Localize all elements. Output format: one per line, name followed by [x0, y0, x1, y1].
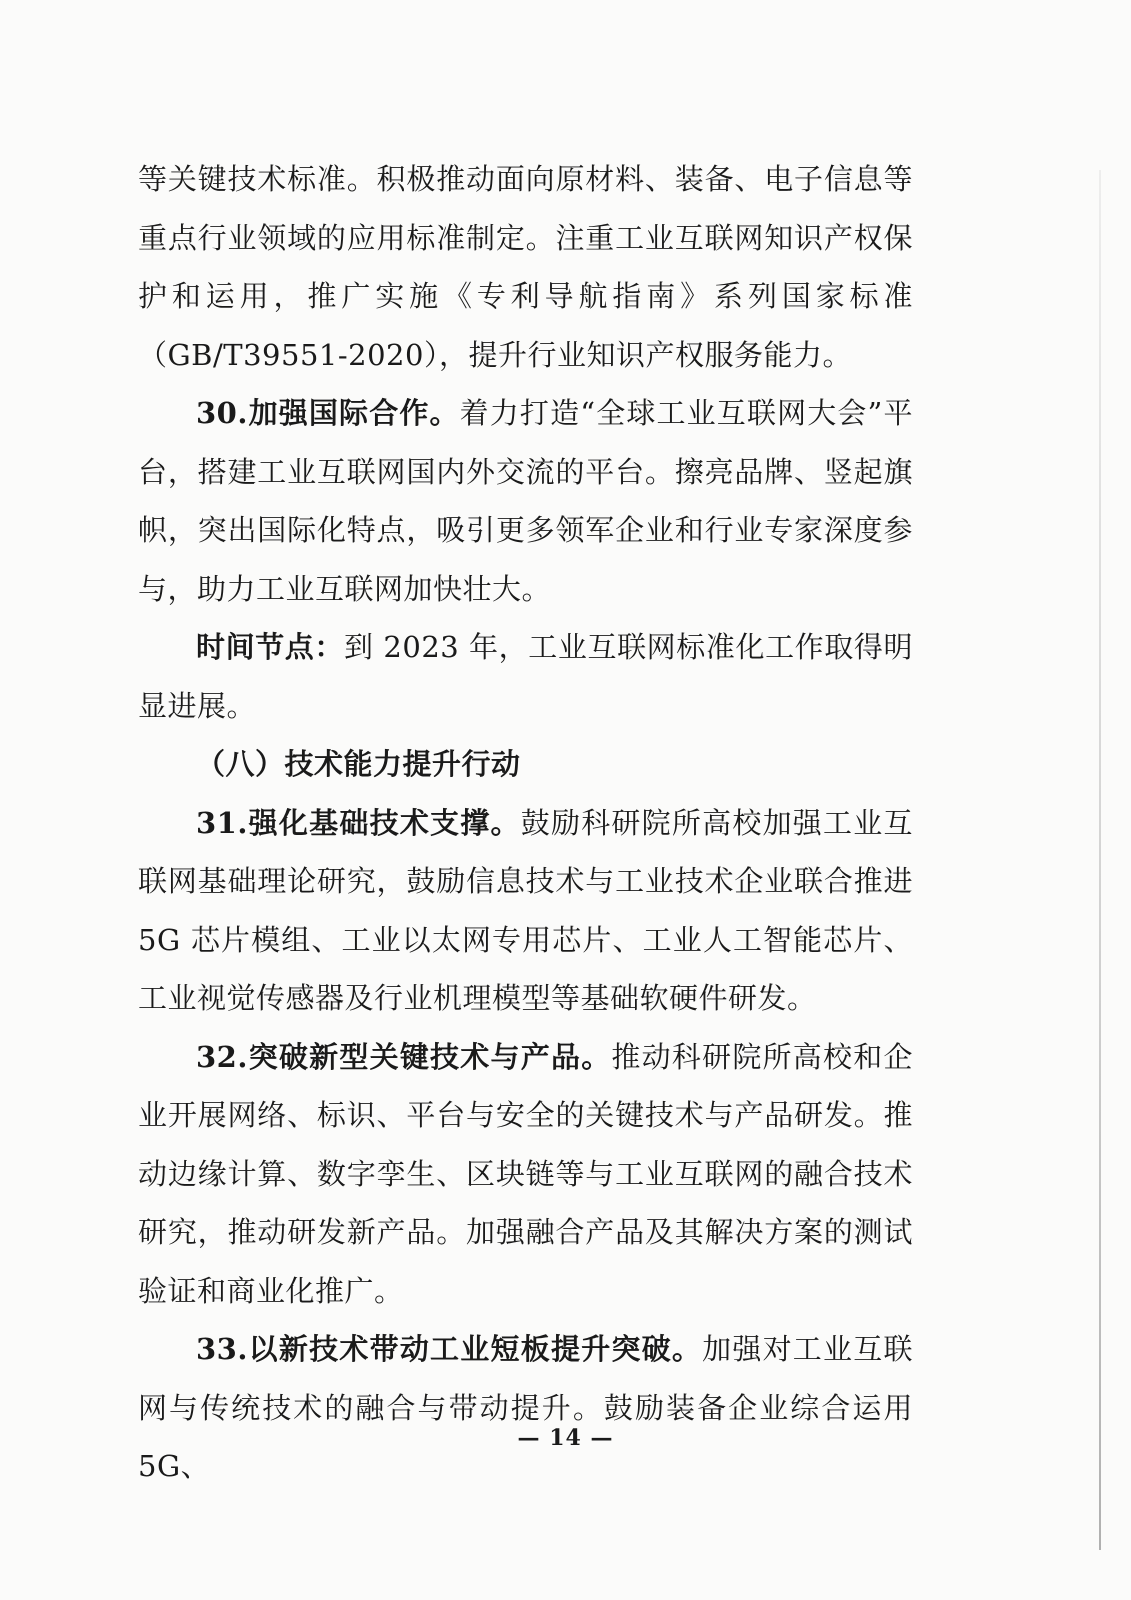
paragraph-text: 鼓励科研院所高校加强工业互联网基础理论研究，鼓励信息技术与工业技术企业联合推进 5G 芯片模组、工业以太网专用芯片、工业人工智能芯片、工业视觉传感器及行业机理模型等基础软硬件研发。 [138, 805, 913, 1015]
paragraph-text: 推动科研院所高校和企业开展网络、标识、平台与安全的关键技术与产品研发。推动边缘计算、数字孪生、区块链等与工业互联网的融合技术研究，推动研发新产品。加强融合产品及其解决方案的测试验证和商业化推广。 [138, 1039, 913, 1308]
page-number: — 14 — [517, 1425, 614, 1451]
document-body [138, 150, 913, 1496]
paragraph-lead: 32.突破新型关键技术与产品。 [196, 1039, 612, 1074]
paragraph-text: 等关键技术标准。积极推动面向原材料、装备、电子信息等重点行业领域的应用标准制定。注重工业互联网知识产权保护和运用，推广实施《专利导航指南》系列国家标准（GB/T39551-2020），提升行业知识产权服务能力。 [138, 162, 913, 372]
section-heading: （八）技术能力提升行动 [196, 747, 521, 781]
scan-edge-line [1099, 170, 1101, 1550]
paragraph-text: 加强对工业互联网与传统技术的融合与带动提升。鼓励装备企业综合运用 5G、 [138, 1332, 913, 1483]
paragraph-lead: 33.以新技术带动工业短板提升突破。 [196, 1332, 703, 1366]
paragraph-basic-technology [138, 794, 913, 1028]
paragraph-timeline [138, 618, 913, 735]
paragraph-lead: 30.加强国际合作。 [196, 396, 460, 430]
paragraph-lead: 31.强化基础技术支撑。 [196, 805, 521, 840]
paragraph-lead: 时间节点： [196, 630, 345, 664]
paragraph-text: 到 2023 年，工业互联网标准化工作取得明显进展。 [138, 630, 913, 723]
paragraph-key-technology [138, 1028, 913, 1321]
paragraph-international-cooperation [138, 384, 913, 618]
paragraph-text: 着力打造“全球工业互联网大会”平台，搭建工业互联网国内外交流的平台。擦亮品牌、竖起旗帜，突出国际化特点，吸引更多领军企业和行业专家深度参与，助力工业互联网加快壮大。 [138, 396, 914, 606]
paragraph-new-technology [138, 1320, 913, 1496]
paragraph-standards-continued [138, 150, 913, 384]
